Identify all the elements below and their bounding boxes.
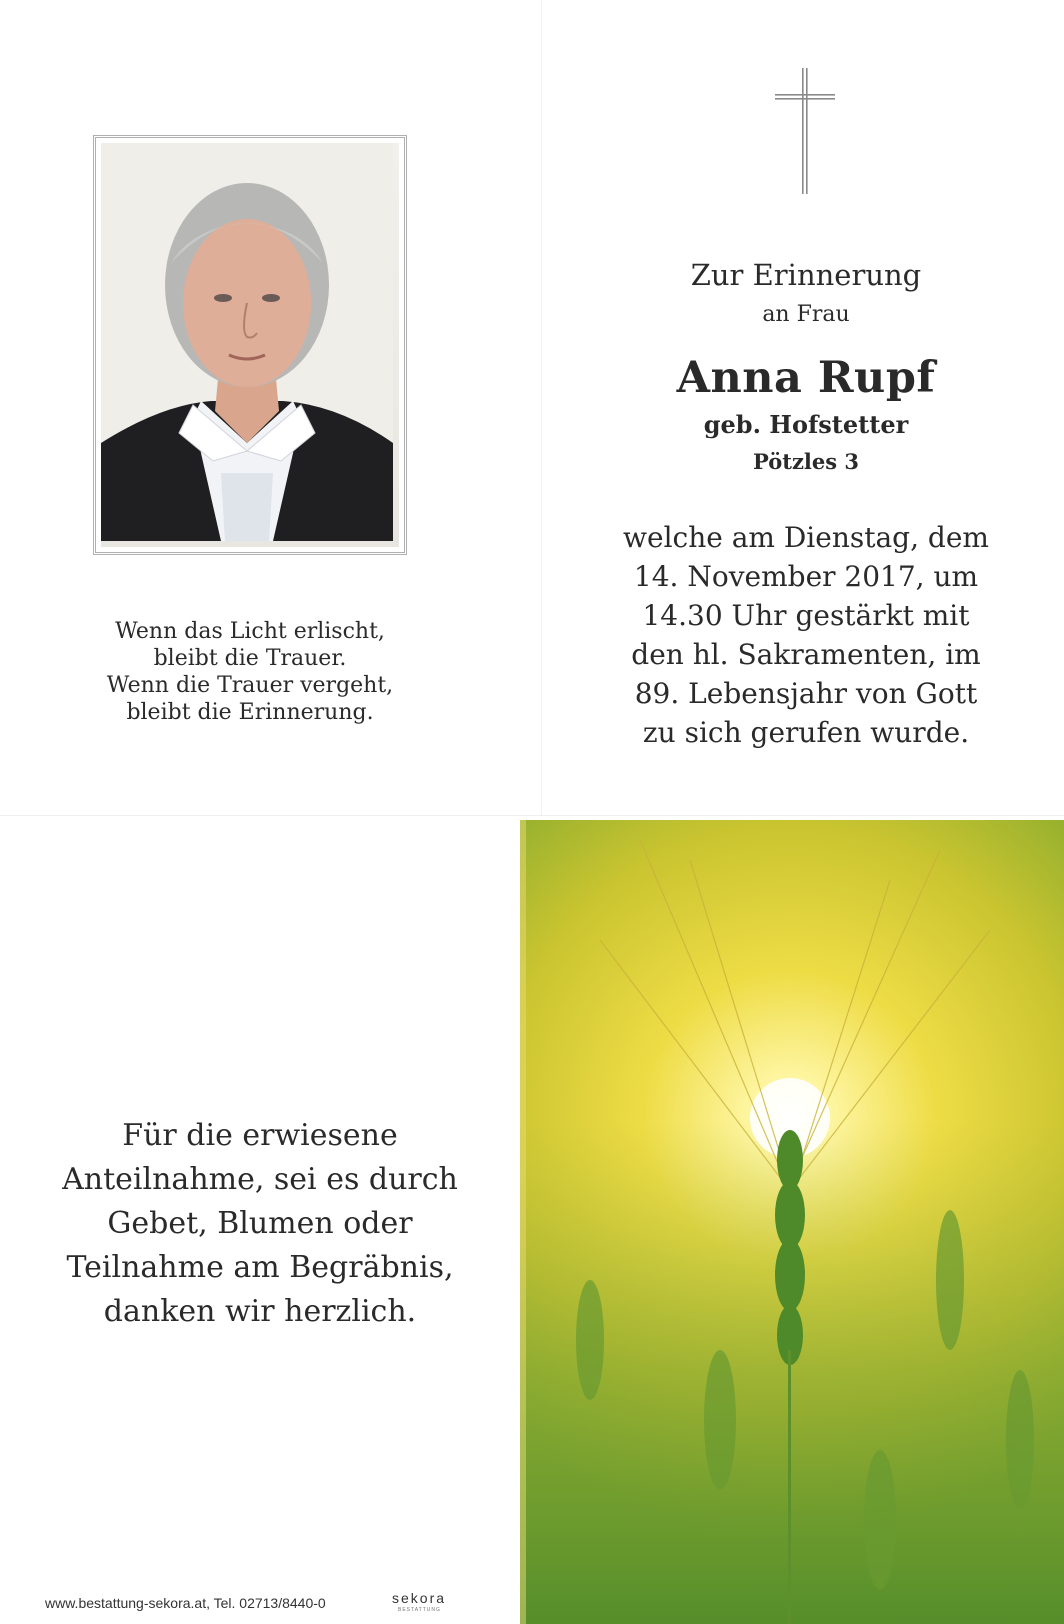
logo-text: sekora [392,1590,447,1606]
quote-line: Wenn das Licht erlischt, [115,619,385,644]
footer-contact: www.bestattung-sekora.at, Tel. 02713/8440-0 [45,1595,326,1611]
logo-subtext: BESTATTUNG [398,1607,441,1613]
message-line: zu sich gerufen wurde. [642,716,970,749]
intro-heading: Zur Erinnerung [690,258,922,292]
wheat-field-photo [520,820,1064,1624]
funeral-home-logo [392,1590,447,1613]
thanks-line: Gebet, Blumen oder [107,1206,413,1241]
thanks-line: Teilnahme am Begräbnis, [66,1250,454,1285]
fold-line-horizontal [0,815,1064,816]
maiden-name: geb. Hofstetter [703,410,909,439]
portrait-frame [93,135,407,555]
thanks-line: Für die erwiesene [122,1118,398,1153]
memorial-quote [100,618,400,726]
thanks-line: Anteilnahme, sei es durch [62,1162,458,1197]
message-line: 14. November 2017, um [633,560,979,593]
cross-icon [775,68,835,198]
deceased-name: Anna Rupf [676,353,936,403]
death-notice-text [590,518,1022,752]
intro-subheading: an Frau [762,302,850,327]
message-line: welche am Dienstag, dem [623,521,989,554]
portrait-photo [101,143,399,547]
fold-line-vertical [541,0,542,815]
quote-line: bleibt die Erinnerung. [126,700,374,725]
message-line: 89. Lebensjahr von Gott [634,677,978,710]
quote-line: Wenn die Trauer vergeht, [106,673,394,698]
address: Pötzles 3 [753,449,859,474]
message-line: 14.30 Uhr gestärkt mit [642,599,970,632]
thanks-text [40,1114,480,1334]
quote-line: bleibt die Trauer. [153,646,347,671]
message-line: den hl. Sakramenten, im [631,638,981,671]
thanks-line: danken wir herzlich. [103,1294,417,1329]
